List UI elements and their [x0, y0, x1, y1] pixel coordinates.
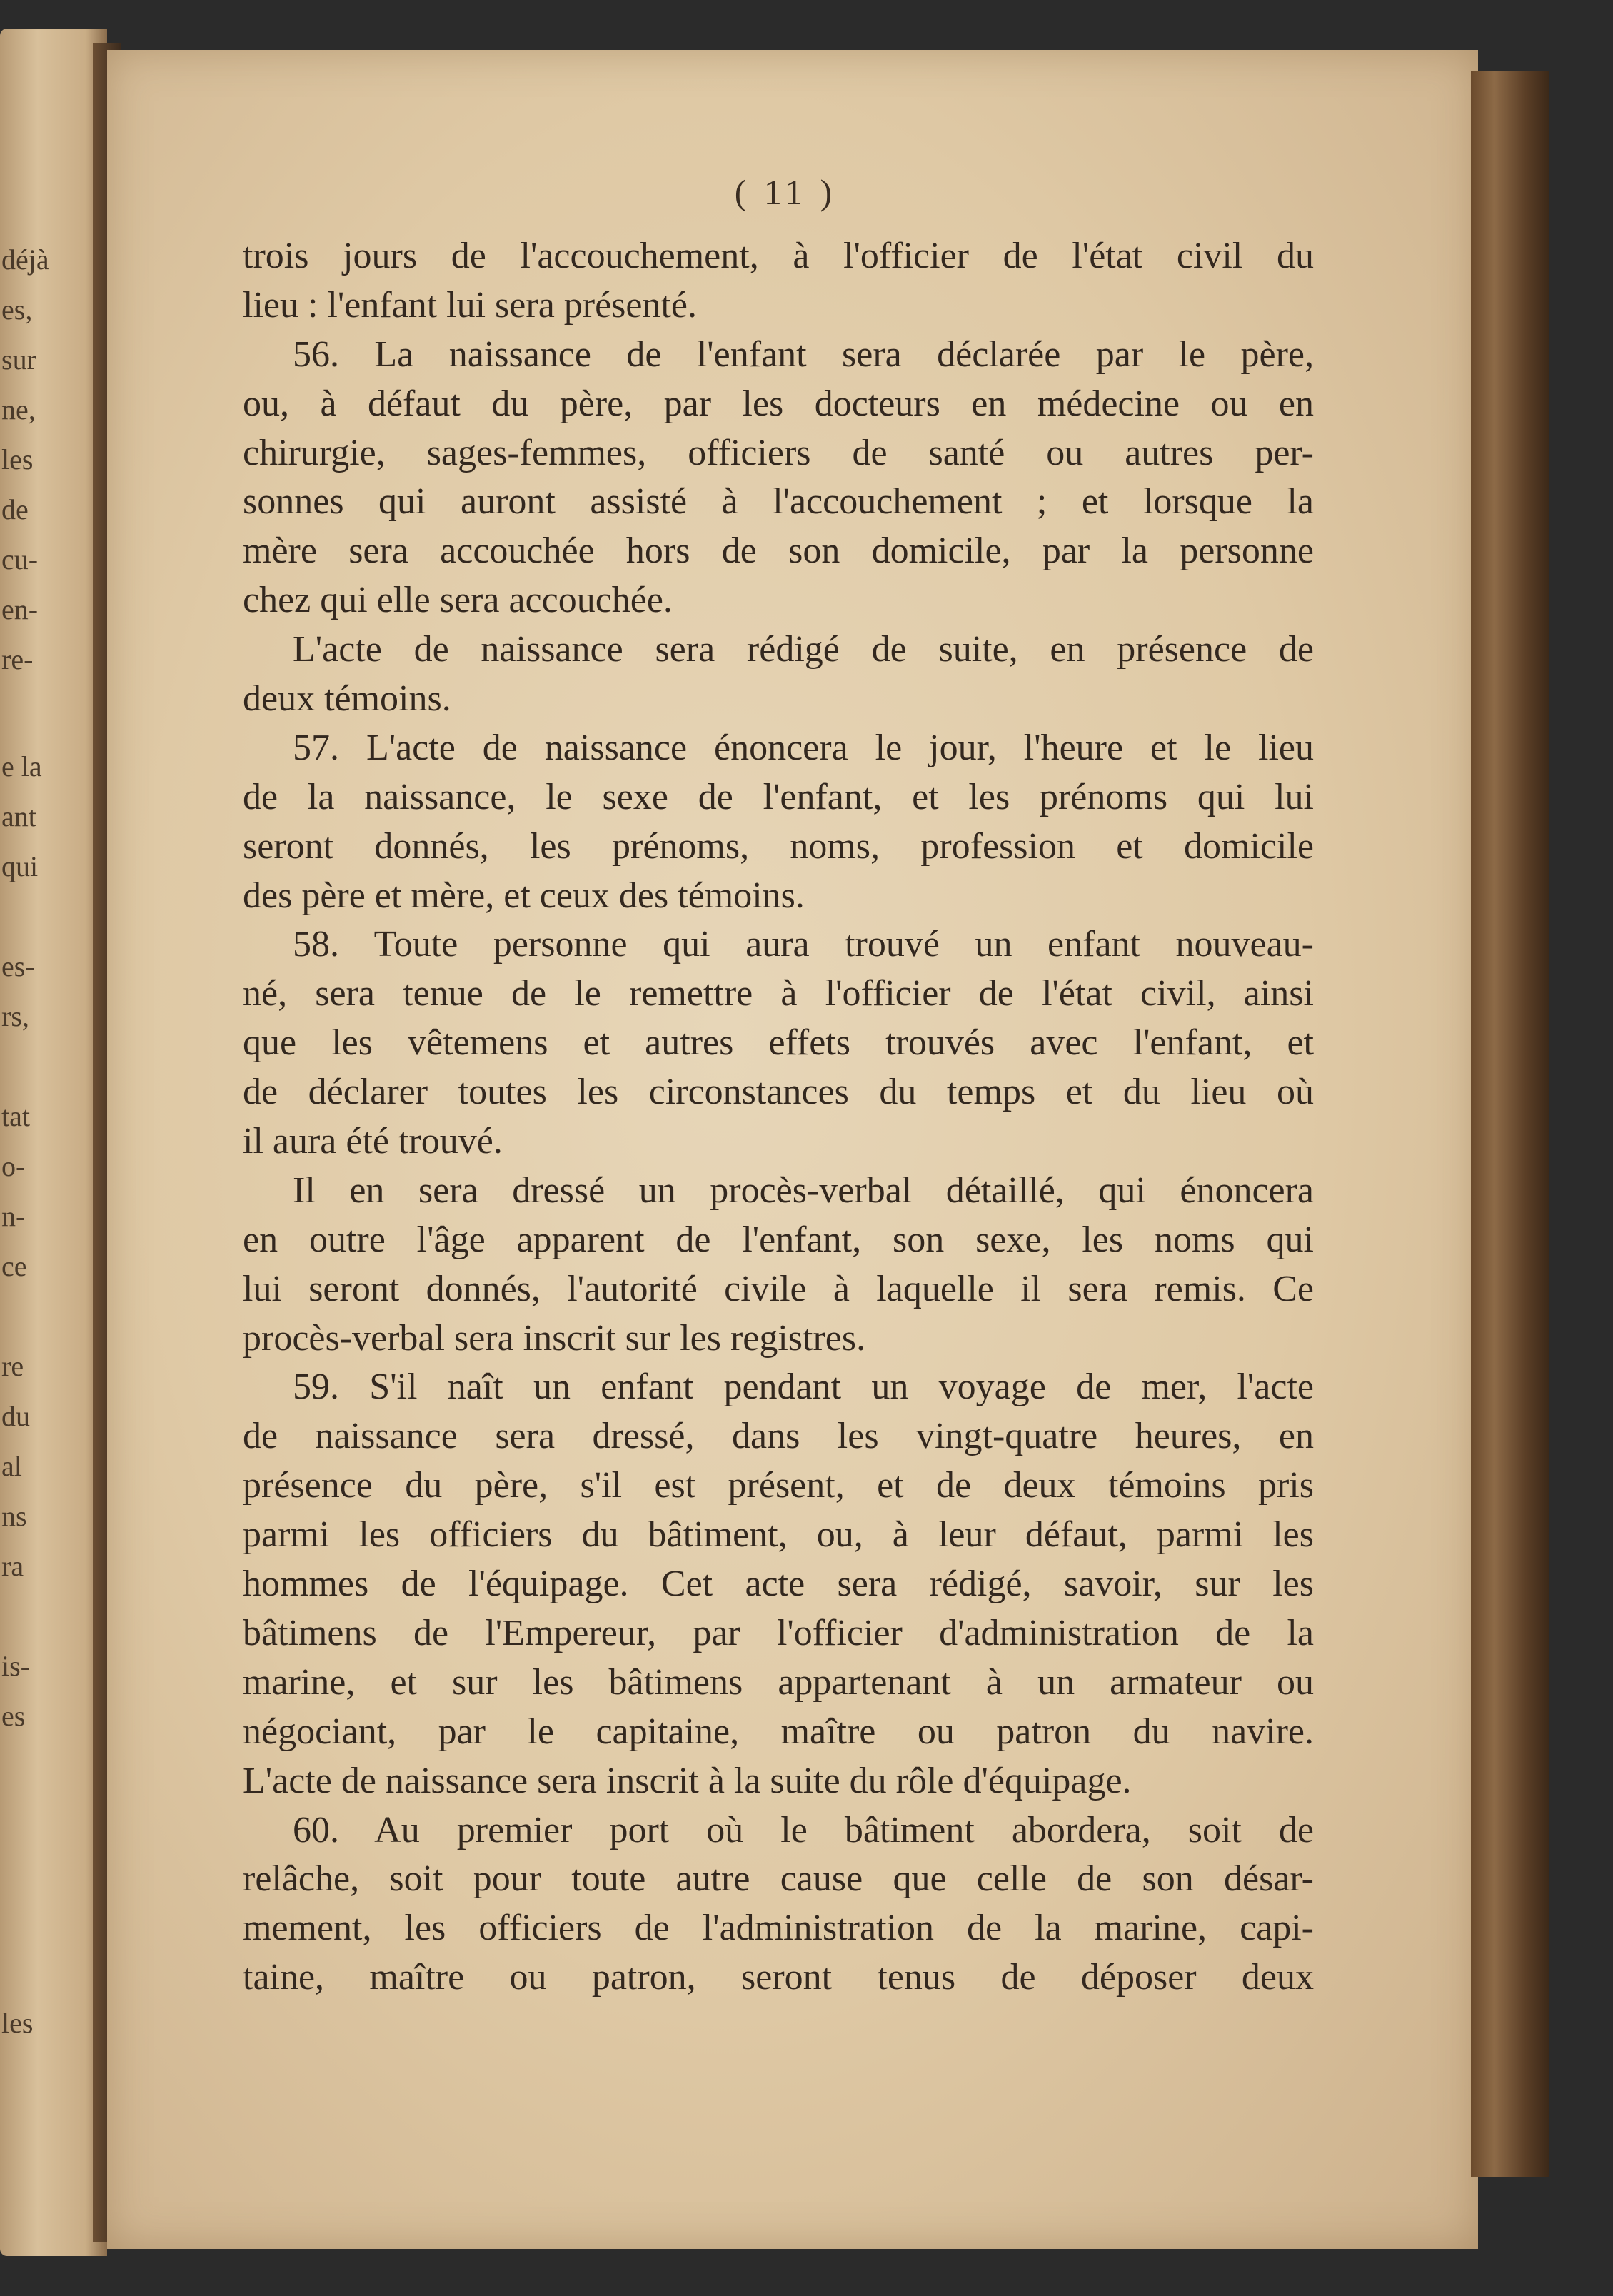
left-fragment: es — [1, 1700, 26, 1732]
text-line: de la naissance, le sexe de l'enfant, et les prénoms qui lui — [243, 776, 1314, 817]
text-line: hommes de l'équipage. Cet acte sera rédigé, savoir, sur les — [243, 1564, 1314, 1605]
text-line: taine, maître ou patron, seront tenus de déposer deux — [243, 1957, 1314, 1998]
page-number: ( 11 ) — [734, 172, 837, 212]
left-fragment: qui — [1, 850, 39, 882]
text-line: L'acte de naissance sera rédigé de suite, en présence de — [293, 629, 1314, 670]
text-line: chez qui elle sera accouchée. — [243, 580, 673, 621]
left-fragment: ne, — [1, 393, 36, 426]
text-line: il aura été trouvé. — [243, 1121, 503, 1162]
book-cover-edge — [1471, 71, 1549, 2177]
text-line: né, sera tenue de le remettre à l'officier de l'état civil, ainsi — [243, 973, 1314, 1014]
text-line: sonnes qui auront assisté à l'accouchement ; et lorsque la — [243, 481, 1314, 523]
text-line: trois jours de l'accouchement, à l'officier de l'état civil du — [243, 236, 1314, 276]
left-fragment: is- — [1, 1650, 30, 1682]
left-fragment: les — [1, 2007, 34, 2039]
text-line: seront donnés, les prénoms, noms, profession et domicile — [243, 825, 1314, 867]
article-58-start: 58. Toute personne qui aura trouvé un enfant nouveau- — [293, 924, 1314, 965]
left-fragment: re — [1, 1350, 24, 1382]
text-line: de naissance sera dressé, dans les vingt-quatre heures, en — [243, 1416, 1314, 1457]
article-56-start: 56. La naissance de l'enfant sera déclarée par le père, — [293, 333, 1314, 375]
left-fragment: e la — [1, 750, 42, 782]
text-line: marine, et sur les bâtimens appartenant à un armateur ou — [243, 1661, 1314, 1703]
left-fragment: ra — [1, 1550, 24, 1582]
text-line: deux témoins. — [243, 678, 451, 720]
text-line: chirurgie, sages-femmes, officiers de santé ou autres per- — [243, 432, 1314, 473]
left-fragment: rs, — [1, 1000, 29, 1032]
page-body-text — [243, 232, 1314, 2003]
text-line: Il en sera dressé un procès-verbal détaillé, qui énoncera — [293, 1169, 1314, 1211]
text-line: bâtimens de l'Empereur, par l'officier d'administration de la — [243, 1612, 1314, 1653]
text-line: procès-verbal sera inscrit sur les registres. — [243, 1317, 866, 1359]
text-line: mère sera accouchée hors de son domicile, par la personne — [243, 530, 1314, 572]
left-fragment: al — [1, 1450, 22, 1482]
left-page-edge — [0, 29, 107, 2256]
left-fragment: o- — [1, 1150, 26, 1182]
article-60-start: 60. Au premier port où le bâtiment abordera, soit de — [293, 1809, 1314, 1851]
text-line: de déclarer toutes les circonstances du temps et du lieu où — [243, 1072, 1314, 1113]
text-line: mement, les officiers de l'administration de la marine, capi- — [243, 1908, 1314, 1949]
left-fragment: du — [1, 1400, 30, 1432]
text-line: lui seront donnés, l'autorité civile à laquelle il sera remis. Ce — [243, 1268, 1314, 1309]
left-fragment: re- — [1, 643, 34, 675]
left-fragment: tat — [1, 1100, 30, 1132]
left-fragment: sur — [1, 343, 36, 376]
left-fragment: de — [1, 493, 29, 525]
left-fragment: en- — [1, 593, 39, 625]
text-line: des père et mère, et ceux des témoins. — [243, 875, 805, 916]
article-59-start: 59. S'il naît un enfant pendant un voyage de mer, l'acte — [293, 1366, 1314, 1408]
left-fragment: es, — [1, 293, 33, 326]
text-line: négociant, par le capitaine, maître ou patron du navire. — [243, 1711, 1314, 1752]
text-line: lieu : l'enfant lui sera présenté. — [243, 284, 698, 326]
text-line: ou, à défaut du père, par les docteurs en médecine ou en — [243, 383, 1314, 424]
text-line: que les vêtemens et autres effets trouvés avec l'enfant, et — [243, 1022, 1314, 1064]
left-fragment: n- — [1, 1200, 26, 1232]
left-fragment: les — [1, 443, 34, 475]
text-line: parmi les officiers du bâtiment, ou, à leur défaut, parmi les — [243, 1514, 1314, 1556]
left-fragment: déjà — [1, 243, 49, 276]
left-fragment: ns — [1, 1500, 27, 1532]
left-fragment: cu- — [1, 543, 39, 575]
left-page-text-fragments — [0, 29, 107, 2256]
text-line: en outre l'âge apparent de l'enfant, son sexe, les noms qui — [243, 1219, 1314, 1260]
text-line: L'acte de naissance sera inscrit à la suite du rôle d'équipage. — [243, 1760, 1132, 1801]
left-fragment: ce — [1, 1250, 27, 1282]
left-fragment: ant — [1, 800, 36, 832]
article-57-start: 57. L'acte de naissance énoncera le jour, l'heure et le lieu — [293, 727, 1314, 768]
text-line: présence du père, s'il est présent, et de deux témoins pris — [243, 1465, 1314, 1506]
text-line: relâche, soit pour toute autre cause que celle de son désar- — [243, 1858, 1314, 1900]
left-fragment: es- — [1, 950, 35, 982]
